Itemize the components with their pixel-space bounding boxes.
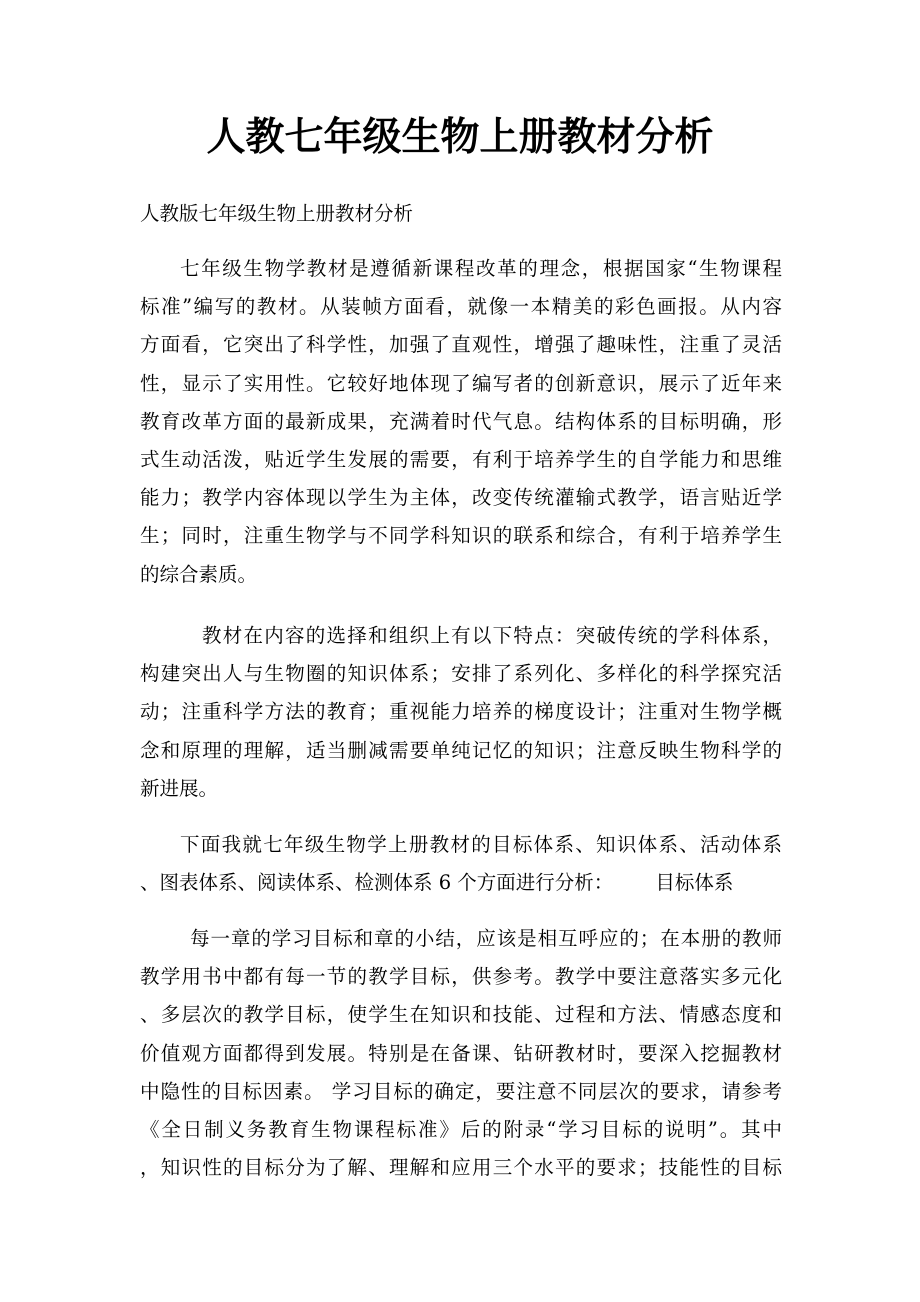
paragraph-line: 每一章的学习目标和章的小结，应该是相互呼应的；在本册的教师 [190, 927, 782, 950]
paragraph-features [140, 617, 782, 808]
paragraph-line: 方面看，它突出了科学性，加强了直观性，增强了趣味性，注重了灵活 [140, 333, 782, 357]
paragraph-line: 中隐性的目标因素。 学习目标的确定，要注意不同层次的要求，请参考 [140, 1079, 782, 1103]
paragraph-line: 下面我就七年级生物学上册教材的目标体系、知识体系、活动体系 [180, 833, 782, 856]
paragraph-line: 生；同时，注重生物学与不同学科知识的联系和综合，有利于培养学生 [140, 524, 782, 548]
paragraph-line: 、图表体系、阅读体系、检测体系 6 个方面进行分析： [140, 871, 614, 895]
paragraph-line-with-heading [140, 864, 782, 902]
paragraph-line: 标准”编写的教材。从装帧方面看，就像一本精美的彩色画报。从内容 [140, 295, 782, 319]
paragraph-line: 动；注重科学方法的教育；重视能力培养的梯度设计；注重对生物学概 [140, 700, 782, 724]
paragraph-intro [140, 250, 782, 594]
paragraph-line: 七年级生物学教材是遵循新课程改革的理念，根据国家“生物课程 [180, 257, 782, 280]
paragraph-line: 性，显示了实用性。它较好地体现了编写者的创新意识，展示了近年来 [140, 371, 782, 395]
paragraph-line: 、多层次的教学目标，使学生在知识和技能、过程和方法、情感态度和 [140, 1003, 782, 1027]
paragraph-line: 《全日制义务教育生物课程标准》后的附录“学习目标的说明”。其中 [140, 1117, 782, 1141]
paragraph-overview [140, 826, 782, 902]
paragraph-line: 新进展。 [140, 776, 219, 800]
page-title: 人教七年级生物上册教材分析 [206, 114, 714, 160]
paragraph-line: 教材在内容的选择和组织上有以下特点：突破传统的学科体系， [202, 624, 782, 647]
paragraph-line: 构建突出人与生物圈的知识体系；安排了系列化、多样化的科学探究活 [140, 662, 782, 686]
section-heading: 目标体系 [655, 871, 734, 895]
paragraph-line: 教学用书中都有每一节的教学目标，供参考。教学中要注意落实多元化 [140, 965, 782, 989]
paragraph-line: 能力；教学内容体现以学生为主体，改变传统灌输式教学，语言贴近学 [140, 486, 782, 510]
paragraph-line: 价值观方面都得到发展。特别是在备课、钻研教材时，要深入挖掘教材 [140, 1041, 782, 1065]
paragraph-line: 的综合素质。 [140, 562, 258, 586]
paragraph-goals [140, 920, 782, 1187]
paragraph-line: 念和原理的理解，适当删减需要单纯记忆的知识；注意反映生物科学的 [140, 738, 782, 762]
paragraph-line: 式生动活泼，贴近学生发展的需要，有利于培养学生的自学能力和思维 [140, 447, 782, 471]
paragraph-line: 教育改革方面的最新成果，充满着时代气息。结构体系的目标明确，形 [140, 409, 782, 433]
document-subtitle: 人教版七年级生物上册教材分析 [140, 202, 414, 225]
paragraph-line: ，知识性的目标分为了解、理解和应用三个水平的要求；技能性的目标 [140, 1156, 782, 1180]
